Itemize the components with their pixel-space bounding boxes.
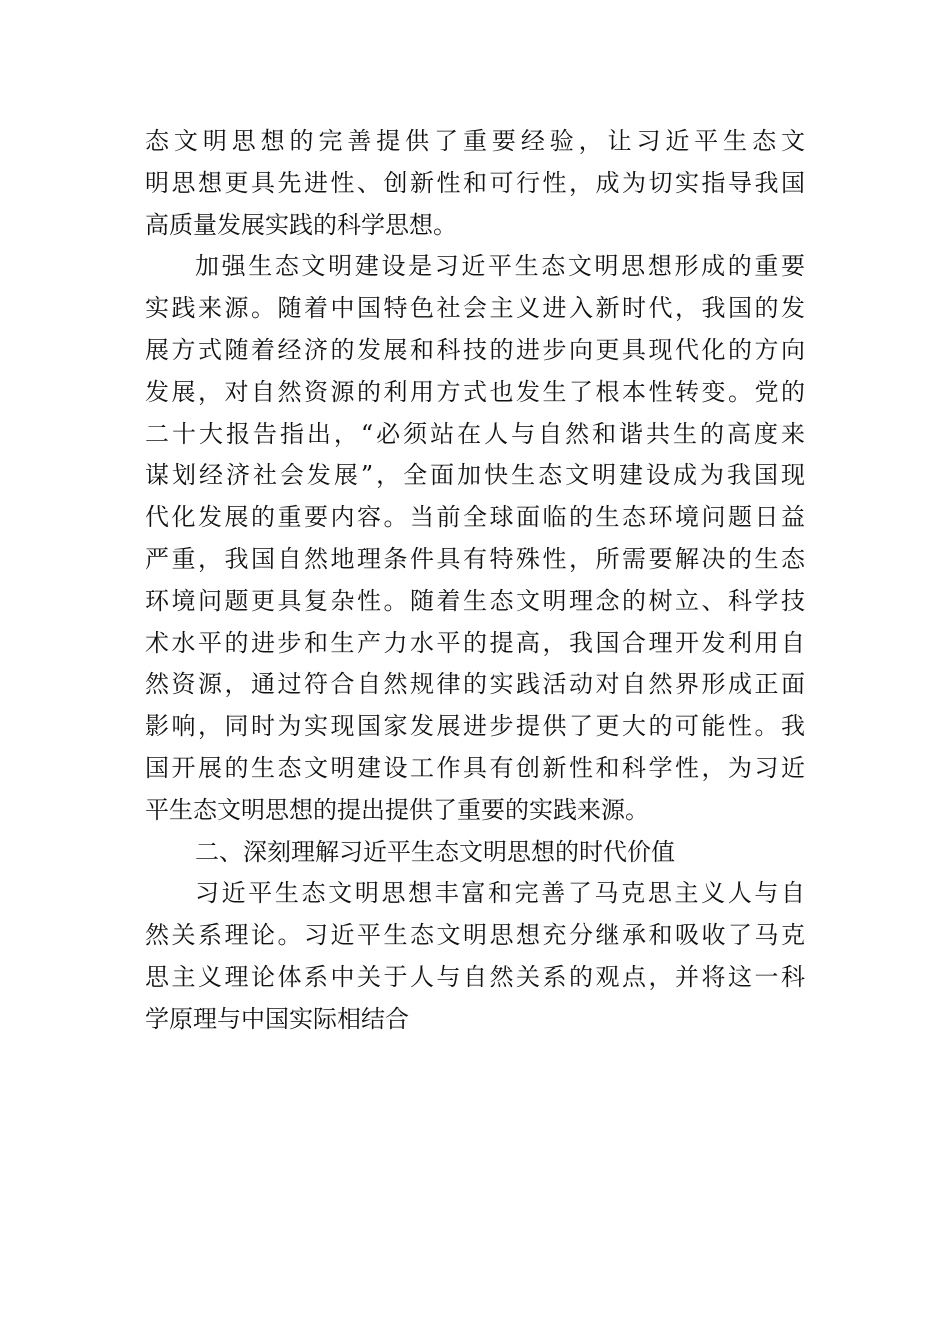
text-line: 加强生态文明建设是习近平生态文明思想形成的重要 [195, 252, 805, 281]
text-line: 学原理与中国实际相结合 [145, 1004, 409, 1033]
text-line: 思主义理论体系中关于人与自然关系的观点，并将这一科 [145, 962, 805, 991]
text-line: 实践来源。随着中国特色社会主义进入新时代，我国的发 [145, 294, 805, 323]
paragraph-3 [145, 873, 805, 1040]
text-line: 影响，同时为实现国家发展进步提供了更大的可能性。我 [145, 712, 805, 741]
text-line: 然资源，通过符合自然规律的实践活动对自然界形成正面 [145, 670, 805, 699]
text-line: 然关系理论。习近平生态文明思想充分继承和吸收了马克 [145, 921, 805, 950]
text-line: 明思想更具先进性、创新性和可行性，成为切实指导我国 [145, 168, 805, 197]
paragraph-2 [145, 246, 805, 831]
text-line: 严重，我国自然地理条件具有特殊性，所需要解决的生态 [145, 544, 805, 573]
text-line: 展方式随着经济的发展和科技的进步向更具现代化的方向 [145, 335, 805, 364]
text-line: 代化发展的重要内容。当前全球面临的生态环境问题日益 [145, 503, 805, 532]
text-line: 环境问题更具复杂性。随着生态文明理念的树立、科学技 [145, 586, 805, 615]
text-line: 二十大报告指出，“必须站在人与自然和谐共生的高度来 [145, 419, 805, 448]
text-line: 习近平生态文明思想丰富和完善了马克思主义人与自 [195, 879, 805, 908]
text-line: 态文明思想的完善提供了重要经验，让习近平生态文 [145, 127, 805, 155]
text-line: 术水平的进步和生产力水平的提高，我国合理开发利用自 [145, 628, 805, 657]
section-heading: 二、深刻理解习近平生态文明思想的时代价值 [195, 837, 675, 866]
text-line: 谋划经济社会发展”，全面加快生态文明建设成为我国现 [145, 461, 805, 490]
text-line: 高质量发展实践的科学思想。 [145, 210, 457, 239]
paragraph-1 [145, 121, 805, 246]
text-line: 平生态文明思想的提出提供了重要的实践来源。 [145, 795, 649, 824]
text-line: 发展，对自然资源的利用方式也发生了根本性转变。党的 [145, 377, 805, 406]
text-line: 国开展的生态文明建设工作具有创新性和科学性，为习近 [145, 753, 805, 782]
body-text [145, 121, 805, 1041]
